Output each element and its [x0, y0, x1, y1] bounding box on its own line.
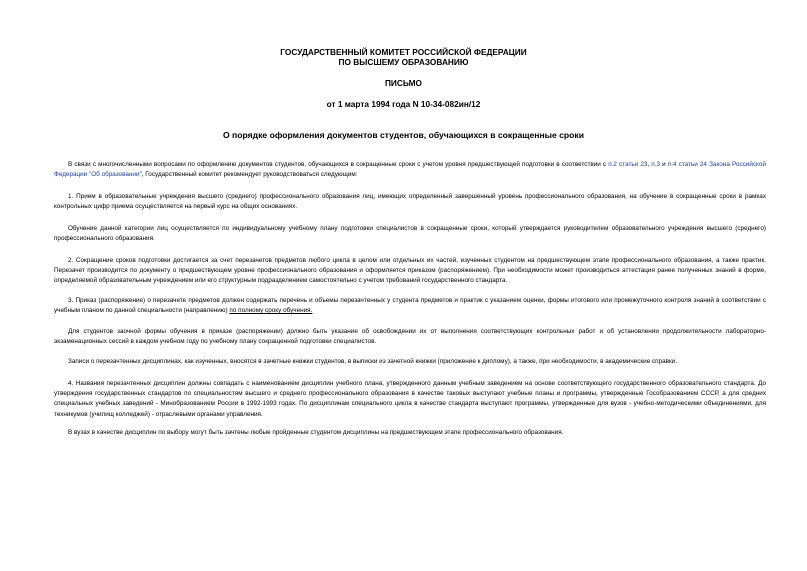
issuer-line-1: ГОСУДАРСТВЕННЫЙ КОМИТЕТ РОССИЙСКОЙ ФЕДЕРАЦИИ — [280, 47, 527, 57]
paragraph-text: 2. Сокращение сроков подготовки достигается за счет перезачетов предметов любого цикла в целом или отдельных их частей, изученных студентом на предшествующем этапе профессионального образования, а также практик. Перезачет производится по документу о предшествующем уровне профессионального образования и оформляется приказом (распоряжением). При необходимости может производиться аттестация ранее полученных знаний в форме, определяемой образовательным учреждением или его структурным подразделением самостоятельно с учетом требований государственного стандарта. — [54, 257, 766, 285]
text-segment: , Государственный комитет рекомендует руководствоваться следующим: — [141, 171, 358, 179]
issuer-line-2: ПО ВЫСШЕМУ ОБРАЗОВАНИЮ — [338, 57, 469, 67]
law-link-article-23[interactable]: п.2 статьи 23 — [608, 161, 648, 168]
paragraph-text: Обучение данной категории лиц осуществляется по индивидуальному учебному плану подготовки специалистов в сокращенные сроки, который утверждается руководителем образовательного учреждения высшего (среднего) профессионального образования. — [54, 225, 766, 243]
paragraph-text: В вузах в качестве дисциплин по выбору могут быть зачтены любые пройденные студентом дисциплины на предшествующем этапе профессионального образования. — [68, 429, 564, 436]
paragraph-4-electives — [54, 428, 766, 438]
paragraph-text — [54, 160, 766, 180]
paragraph-1 — [54, 192, 766, 212]
paragraph-3-records — [54, 357, 766, 367]
law-link-p3[interactable]: п.3 — [651, 161, 661, 168]
paragraph-text: Для студентов заочной формы обучения в приказе (распоряжении) должно быть указание об освобождении их от выполнения соответствующих контрольных работ и об установлении продолжительности лабораторно-экзаменационных сессий в каждом учебном году по учебному плану сокращенной подготовки специалистов. — [54, 328, 766, 346]
text-segment: и — [660, 161, 668, 168]
paragraph-2 — [54, 256, 766, 287]
text-segment: , — [647, 161, 652, 168]
law-link-article-24[interactable]: п.4 статьи 24 Закона Российской Федерации "Об образовании" — [54, 161, 766, 179]
paragraph-text: Записи о перезачтенных дисциплинах, как изученных, вносятся в зачетные книжки студентов, в выписки из зачетной книжки (приложение к диплому), а также, при необходимости, в академические справки. — [68, 358, 678, 365]
paragraph-3-correspondence — [54, 327, 766, 347]
paragraph-text: 1. Прием в образовательные учреждения высшего (среднего) профессионального образования лиц, имеющих определенный завершенный уровень профессионального образования, на обучение в сокращенные сроки в рамках контрольных цифр приема осуществляется на первый курс на общих основаниях. — [54, 193, 766, 211]
text-segment: 3. Приказ (распоряжение) о перезачете предметов должен содержать перечень и объемы перезачтенных у студента предметов и практик с указанием оценки, формы итогового или промежуточного контроля знаний в соответствии с учебным планом по данной специальности (направлению) — [54, 297, 766, 315]
paragraph-text — [54, 296, 766, 316]
paragraph-3 — [54, 296, 766, 316]
document-type: ПИСЬМО — [384, 78, 423, 88]
document-date-number: от 1 марта 1994 года N 10-34-082ин/12 — [326, 99, 481, 109]
underlined-text: по полному сроку обучения. — [229, 307, 313, 315]
paragraph-4 — [54, 379, 766, 420]
paragraph-intro — [54, 160, 766, 180]
document-title: О порядке оформления документов студентов, обучающихся в сокращенные сроки — [222, 130, 585, 140]
paragraph-text: 4. Названия перезачтенных дисциплин должны совпадать с наименованием дисциплин учебного плана, утвержденного данным учебным заведением на основе соответствующего государственного образовательного стандарта. До утверждения государственных стандартов по специальностям высшего и среднего профессионального образования в качестве таковых выступают учебные планы и программы, утвержденные Гособразованием СССР, а для средних специальных учебных заведений - Минобразованием России в 1992-1993 годах. По дисциплинам специального цикла в качестве стандарта выступают программы, утвержденные для вузов - учебно-методическими объединениями, для техникумов (училищ колледжей) - отраслевыми органами управления. — [54, 380, 766, 418]
paragraph-1-training — [54, 224, 766, 244]
text-segment: В связи с многочисленными вопросами по оформлению документов студентов, обучающихся в сокращенные сроки с учетом уровня предшествующей подготовки в соответствии с — [68, 161, 609, 168]
